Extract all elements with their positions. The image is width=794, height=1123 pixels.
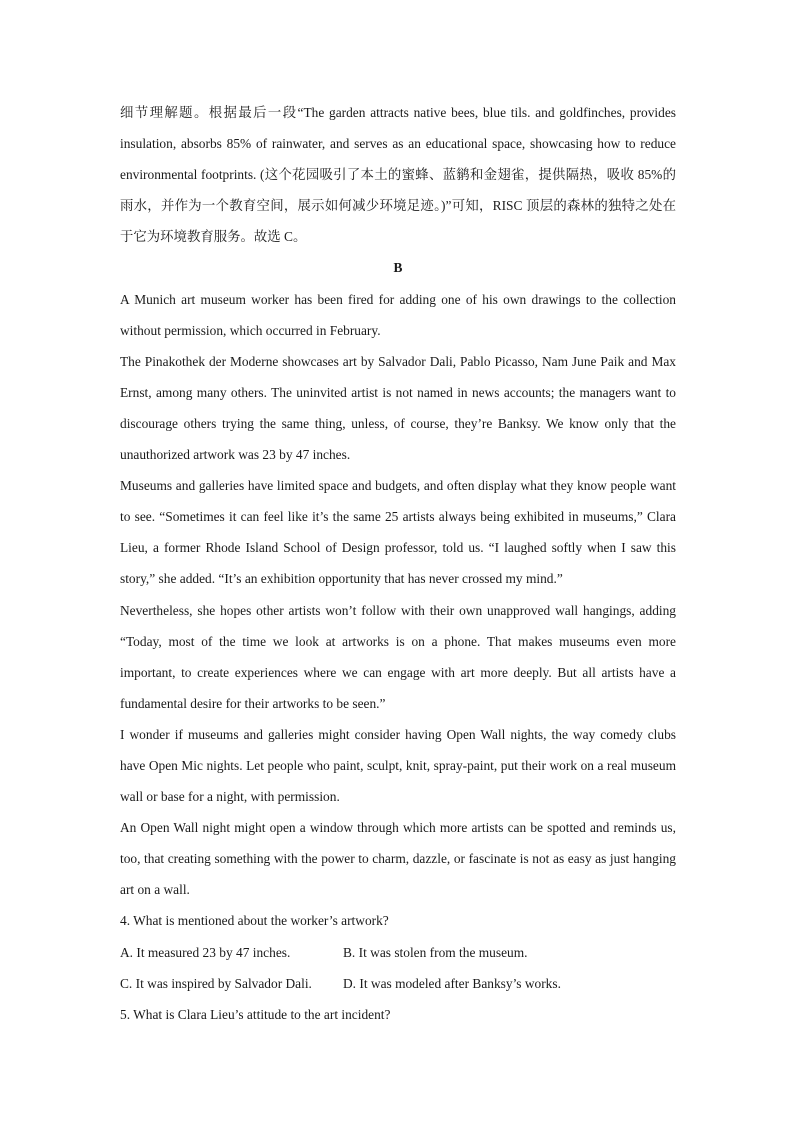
passage-paragraph-1: A Munich art museum worker has been fired for adding one of his own drawings to the collection without permission, which occurred in February.	[120, 291, 676, 338]
passage-paragraph-6: An Open Wall night might open a window through which more artists can be spotted and reminds us, too, that creating something with the power to charm, dazzle, or fascinate is not as easy as just hanging art on a wall.	[120, 820, 676, 898]
question-4-option-d: D. It was modeled after Banksy’s works.	[343, 975, 561, 991]
question-4-option-a: A. It measured 23 by 47 inches.	[120, 944, 291, 960]
question-4-options-row-2	[120, 968, 676, 999]
question-4-option-b: B. It was stolen from the museum.	[343, 944, 528, 960]
question-4-options-row-1	[120, 937, 676, 968]
question-5-stem: 5. What is Clara Lieu’s attitude to the art incident?	[120, 1006, 391, 1022]
analysis-paragraph: 细节理解题。根据最后一段“The garden attracts native bees, blue tils. and goldfinches, provides insulation, absorbs 85% of rainwater, and serves as an educational space, showcasing how to reduce environmental footprints. (这个花园吸引了本土的蜜蜂、蓝鹟和金翅雀，提供隔热，吸收 85%的雨水，并作为一个教育空间，展示如何减少环境足迹。)”可知，RISC 顶层的森林的独特之处在于它为环境教育服务。故选 C。	[120, 105, 676, 245]
passage-paragraph-3: Museums and galleries have limited space and budgets, and often display what they know people want to see. “Sometimes it can feel like it’s the same 25 artists always being exhibited in museums,” Clara Lieu, a former Rhode Island School of Design professor, told us. “I laughed softly when I saw this story,” she added. “It’s an exhibition opportunity that has never crossed my mind.”	[120, 478, 676, 587]
passage-paragraph-2: The Pinakothek der Moderne showcases art by Salvador Dali, Pablo Picasso, Nam June Paik and Max Ernst, among many others. The uninvited artist is not named in news accounts; the managers want to discourage others trying the same thing, unless, of course, they’re Banksy. We know only that the unauthorized artwork was 23 by 47 inches.	[120, 353, 676, 463]
question-4-stem: 4. What is mentioned about the worker’s artwork?	[120, 913, 389, 929]
section-heading: B	[393, 260, 403, 276]
passage-paragraph-5: I wonder if museums and galleries might consider having Open Wall nights, the way comedy clubs have Open Mic nights. Let people who paint, sculpt, knit, spray-paint, put their work on a real museum wall or base for a night, with permission.	[120, 726, 676, 805]
document-page	[120, 97, 676, 1030]
passage-paragraph-4: Nevertheless, she hopes other artists won’t follow with their own unapproved wall hangings, adding “Today, most of the time we look at artworks is on a phone. That makes museums even more important, to create experiences where we can engage with art more deeply. But all artists have a fundamental desire for their artworks to be seen.”	[120, 602, 676, 711]
question-4-option-c: C. It was inspired by Salvador Dali.	[120, 975, 312, 991]
